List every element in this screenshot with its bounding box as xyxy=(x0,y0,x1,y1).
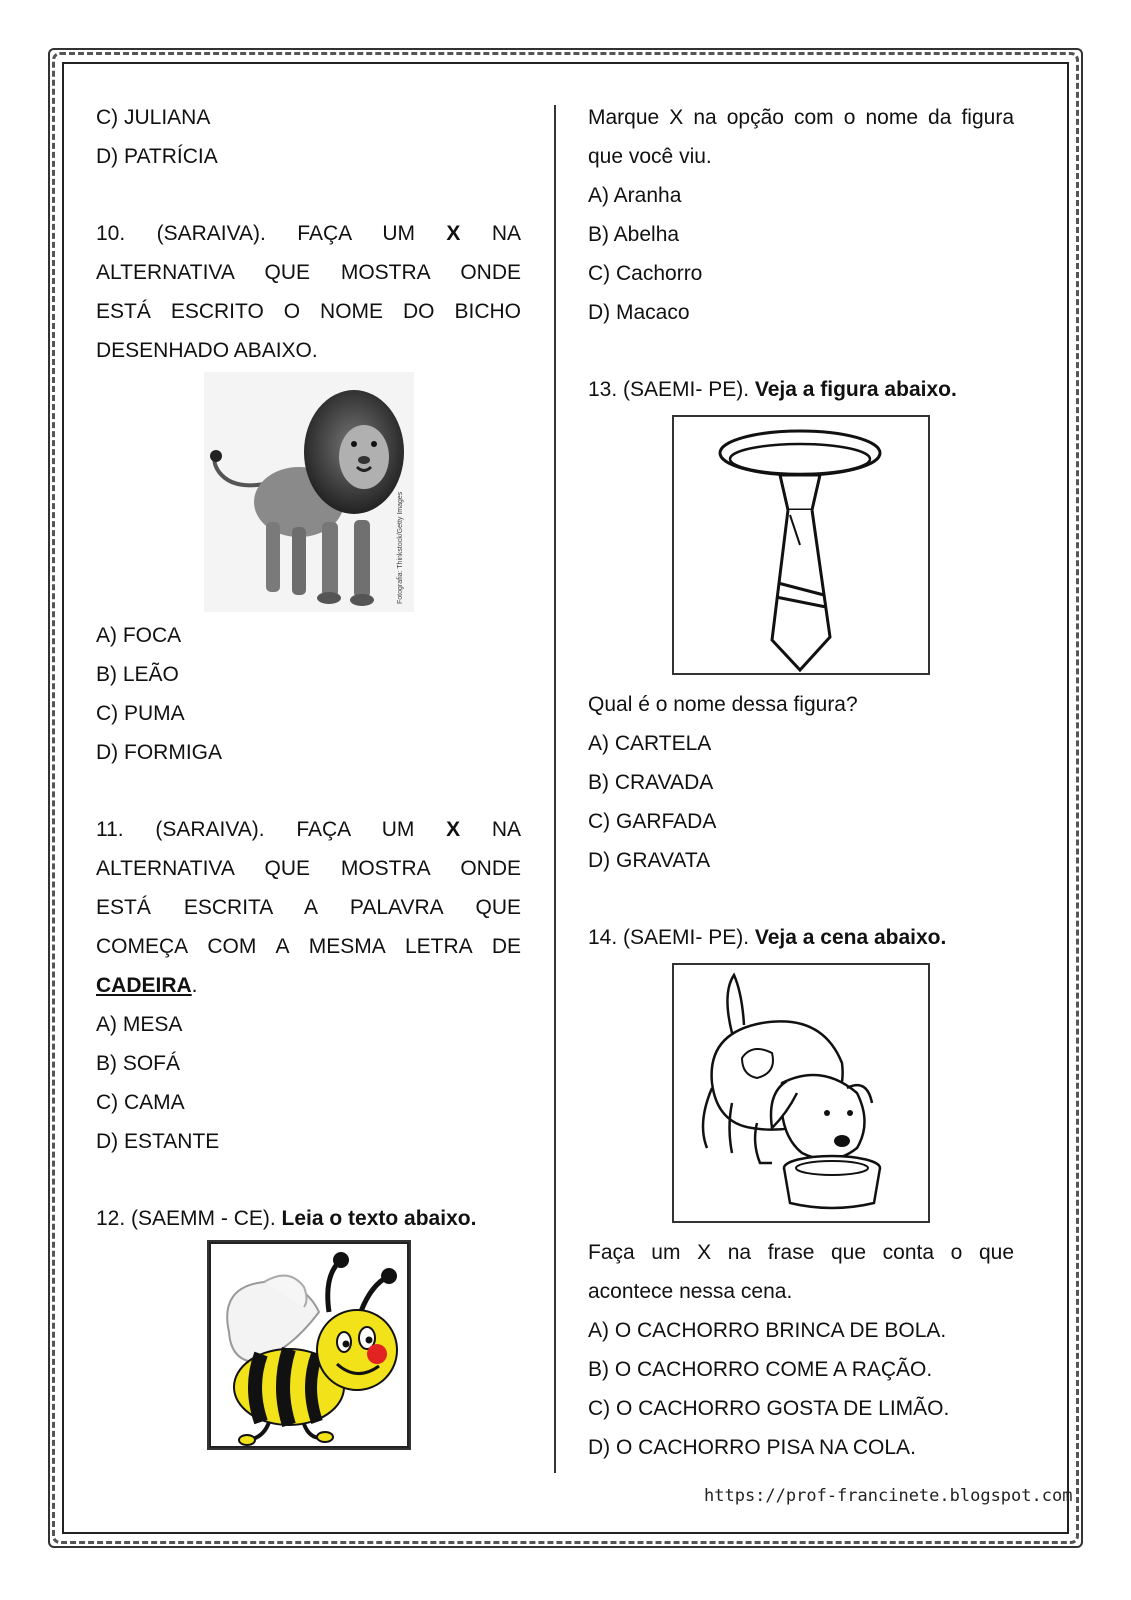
q10-option-d: D) FORMIGA xyxy=(96,741,222,764)
q14-heading: 14. (SAEMI- PE). Veja a cena abaixo. xyxy=(588,926,947,949)
image-credit: Fotografia: Thinkstock/Getty Images xyxy=(396,491,404,604)
q12-option-d: D) Macaco xyxy=(588,301,690,324)
q9-option-c: C) JULIANA xyxy=(96,106,211,129)
q13-question: Qual é o nome dessa figura? xyxy=(588,693,858,716)
q11-option-d: D) ESTANTE xyxy=(96,1130,220,1153)
q11-line-2: ALTERNATIVA QUE MOSTRA ONDE xyxy=(96,857,521,880)
column-divider xyxy=(554,105,556,1473)
lion-illustration xyxy=(204,372,414,612)
right-column xyxy=(588,98,1014,1467)
q10-option-a: A) FOCA xyxy=(96,624,182,647)
tie-figure xyxy=(588,415,1014,675)
q14-option-b: B) O CACHORRO COME A RAÇÃO. xyxy=(588,1358,933,1381)
bee-figure xyxy=(96,1240,521,1450)
q12-heading: 12. (SAEMM - CE). Leia o texto abaixo. xyxy=(96,1207,477,1230)
q11-option-c: C) CAMA xyxy=(96,1091,185,1114)
q10-line-1: 10. (SARAIVA). FAÇA UM X NA xyxy=(96,222,521,245)
q9-option-d: D) PATRÍCIA xyxy=(96,145,218,168)
question-14 xyxy=(588,918,1014,1467)
q11-line-3: ESTÁ ESCRITA A PALAVRA QUE xyxy=(96,896,521,919)
lion-figure xyxy=(96,372,521,612)
question-13 xyxy=(588,370,1014,880)
question-12 xyxy=(96,1199,521,1450)
q10-line-4: DESENHADO ABAIXO. xyxy=(96,339,318,362)
q10-option-c: C) PUMA xyxy=(96,702,185,725)
q11-line-1: 11. (SARAIVA). FAÇA UM X NA xyxy=(96,818,521,841)
q12-instruction-line-1: Marque X na opção com o nome da figura xyxy=(588,106,1014,129)
target-word: CADEIRA xyxy=(96,974,192,997)
question-10 xyxy=(96,214,521,772)
question-11 xyxy=(96,810,521,1161)
q14-instruction-line-1: Faça um X na frase que conta o que xyxy=(588,1241,1014,1264)
q13-heading: 13. (SAEMI- PE). Veja a figura abaixo. xyxy=(588,378,957,401)
q10-line-3: ESTÁ ESCRITO O NOME DO BICHO xyxy=(96,300,521,323)
q10-line-2: ALTERNATIVA QUE MOSTRA ONDE xyxy=(96,261,521,284)
q13-option-a: A) CARTELA xyxy=(588,732,712,755)
q14-instruction-line-2: acontece nessa cena. xyxy=(588,1280,793,1303)
q14-option-d: D) O CACHORRO PISA NA COLA. xyxy=(588,1436,916,1459)
q10-option-b: B) LEÃO xyxy=(96,663,179,686)
q13-option-d: D) GRAVATA xyxy=(588,849,711,872)
necktie-illustration xyxy=(672,415,930,675)
left-column xyxy=(96,98,521,1454)
q12-option-c: C) Cachorro xyxy=(588,262,703,285)
q12-option-b: B) Abelha xyxy=(588,223,680,246)
bee-illustration xyxy=(207,1240,411,1450)
q12-option-a: A) Aranha xyxy=(588,184,682,207)
q12-instruction-line-2: que você viu. xyxy=(588,145,712,168)
q13-option-c: C) GARFADA xyxy=(588,810,717,833)
footer-url[interactable]: https://prof-francinete.blogspot.com xyxy=(704,1486,1073,1506)
q14-option-a: A) O CACHORRO BRINCA DE BOLA. xyxy=(588,1319,947,1342)
dog-eating-illustration xyxy=(672,963,930,1223)
dog-figure xyxy=(588,963,1014,1223)
q11-line-4: COMEÇA COM A MESMA LETRA DE xyxy=(96,935,521,958)
q11-line-5: CADEIRA. xyxy=(96,974,198,997)
q11-option-b: B) SOFÁ xyxy=(96,1052,181,1075)
q11-option-a: A) MESA xyxy=(96,1013,183,1036)
q13-option-b: B) CRAVADA xyxy=(588,771,714,794)
q14-option-c: C) O CACHORRO GOSTA DE LIMÃO. xyxy=(588,1397,950,1420)
